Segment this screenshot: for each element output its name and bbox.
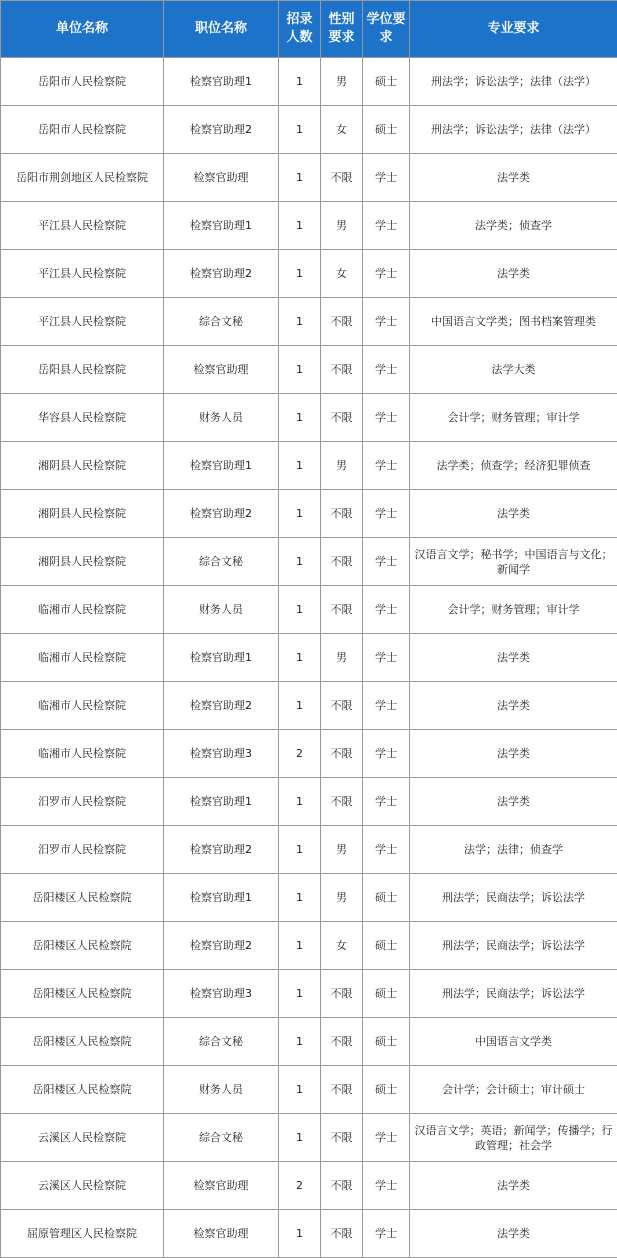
cell-major: 汉语言文学；英语；新闻学；传播学；行政管理；社会学 (410, 1114, 617, 1162)
cell-gender: 不限 (321, 586, 363, 634)
cell-unit: 云溪区人民检察院 (1, 1162, 164, 1210)
cell-major: 法学类；侦查学 (410, 202, 617, 250)
table-row (1, 586, 617, 634)
cell-gender: 不限 (321, 298, 363, 346)
cell-unit: 湘阴县人民检察院 (1, 490, 164, 538)
cell-position: 检察官助理2 (164, 682, 279, 730)
cell-major: 会计学；会计硕士；审计硕士 (410, 1066, 617, 1114)
table-row (1, 970, 617, 1018)
table-row (1, 538, 617, 586)
cell-degree: 学士 (363, 1114, 410, 1162)
cell-gender: 不限 (321, 394, 363, 442)
cell-count: 1 (279, 538, 321, 586)
table-row (1, 778, 617, 826)
cell-position: 综合文秘 (164, 1018, 279, 1066)
cell-unit: 汨罗市人民检察院 (1, 778, 164, 826)
cell-count: 1 (279, 202, 321, 250)
cell-gender: 不限 (321, 1066, 363, 1114)
cell-major: 法学类 (410, 250, 617, 298)
cell-position: 检察官助理1 (164, 634, 279, 682)
table-body (1, 58, 617, 1258)
cell-position: 检察官助理2 (164, 106, 279, 154)
cell-position: 检察官助理1 (164, 778, 279, 826)
cell-count: 1 (279, 874, 321, 922)
cell-unit: 临湘市人民检察院 (1, 730, 164, 778)
cell-degree: 学士 (363, 1210, 410, 1258)
cell-count: 1 (279, 1114, 321, 1162)
cell-count: 1 (279, 442, 321, 490)
cell-major: 法学类 (410, 490, 617, 538)
cell-count: 1 (279, 106, 321, 154)
cell-unit: 岳阳市荆剑地区人民检察院 (1, 154, 164, 202)
cell-position: 财务人员 (164, 394, 279, 442)
cell-gender: 不限 (321, 1018, 363, 1066)
cell-position: 检察官助理 (164, 1210, 279, 1258)
header-count: 招录人数 (279, 1, 321, 58)
table-row (1, 826, 617, 874)
cell-count: 1 (279, 1066, 321, 1114)
cell-count: 2 (279, 730, 321, 778)
cell-position: 检察官助理1 (164, 202, 279, 250)
cell-degree: 学士 (363, 538, 410, 586)
table-row (1, 730, 617, 778)
cell-count: 1 (279, 1210, 321, 1258)
cell-major: 汉语言文学；秘书学；中国语言与文化；新闻学 (410, 538, 617, 586)
cell-major: 刑法学；民商法学；诉讼法学 (410, 970, 617, 1018)
header-position: 职位名称 (164, 1, 279, 58)
cell-count: 1 (279, 826, 321, 874)
cell-major: 法学类；侦查学；经济犯罪侦查 (410, 442, 617, 490)
cell-unit: 岳阳楼区人民检察院 (1, 1018, 164, 1066)
cell-degree: 硕士 (363, 874, 410, 922)
table-row (1, 922, 617, 970)
cell-gender: 男 (321, 442, 363, 490)
table-header-row (1, 1, 617, 58)
cell-major: 法学大类 (410, 346, 617, 394)
table-row (1, 1210, 617, 1258)
cell-unit: 岳阳楼区人民检察院 (1, 922, 164, 970)
cell-degree: 学士 (363, 1162, 410, 1210)
cell-position: 检察官助理2 (164, 250, 279, 298)
cell-degree: 学士 (363, 298, 410, 346)
cell-position: 检察官助理 (164, 346, 279, 394)
header-degree: 学位要求 (363, 1, 410, 58)
cell-degree: 学士 (363, 778, 410, 826)
cell-major: 会计学；财务管理；审计学 (410, 586, 617, 634)
cell-position: 检察官助理1 (164, 874, 279, 922)
table-row (1, 1018, 617, 1066)
table-row (1, 394, 617, 442)
header-gender: 性别要求 (321, 1, 363, 58)
table-row (1, 250, 617, 298)
cell-gender: 不限 (321, 1162, 363, 1210)
table-row (1, 1066, 617, 1114)
cell-gender: 男 (321, 202, 363, 250)
cell-count: 1 (279, 778, 321, 826)
table-row (1, 634, 617, 682)
cell-count: 1 (279, 682, 321, 730)
cell-position: 检察官助理3 (164, 970, 279, 1018)
cell-major: 法学类 (410, 634, 617, 682)
cell-degree: 学士 (363, 154, 410, 202)
cell-position: 财务人员 (164, 586, 279, 634)
cell-count: 1 (279, 1018, 321, 1066)
cell-unit: 湘阴县人民检察院 (1, 538, 164, 586)
cell-gender: 男 (321, 826, 363, 874)
cell-degree: 学士 (363, 442, 410, 490)
cell-count: 1 (279, 970, 321, 1018)
cell-unit: 岳阳市人民检察院 (1, 106, 164, 154)
cell-gender: 不限 (321, 1210, 363, 1258)
cell-unit: 岳阳楼区人民检察院 (1, 1066, 164, 1114)
cell-gender: 不限 (321, 1114, 363, 1162)
cell-position: 检察官助理3 (164, 730, 279, 778)
cell-unit: 平江县人民检察院 (1, 298, 164, 346)
cell-degree: 学士 (363, 634, 410, 682)
cell-unit: 平江县人民检察院 (1, 250, 164, 298)
cell-count: 1 (279, 346, 321, 394)
cell-degree: 硕士 (363, 922, 410, 970)
cell-position: 综合文秘 (164, 298, 279, 346)
cell-major: 法学类 (410, 1210, 617, 1258)
cell-count: 1 (279, 634, 321, 682)
cell-gender: 不限 (321, 490, 363, 538)
cell-position: 检察官助理 (164, 154, 279, 202)
cell-unit: 岳阳楼区人民检察院 (1, 874, 164, 922)
cell-major: 法学类 (410, 154, 617, 202)
cell-position: 综合文秘 (164, 1114, 279, 1162)
cell-count: 2 (279, 1162, 321, 1210)
cell-count: 1 (279, 394, 321, 442)
cell-position: 检察官助理1 (164, 58, 279, 106)
cell-degree: 硕士 (363, 970, 410, 1018)
table-row (1, 202, 617, 250)
cell-major: 法学类 (410, 682, 617, 730)
cell-major: 刑法学；民商法学；诉讼法学 (410, 874, 617, 922)
cell-major: 法学类 (410, 730, 617, 778)
cell-degree: 学士 (363, 490, 410, 538)
cell-major: 中国语言文学类；图书档案管理类 (410, 298, 617, 346)
cell-gender: 男 (321, 58, 363, 106)
cell-unit: 临湘市人民检察院 (1, 586, 164, 634)
table-row (1, 346, 617, 394)
cell-count: 1 (279, 490, 321, 538)
cell-gender: 不限 (321, 154, 363, 202)
table-row (1, 154, 617, 202)
cell-degree: 学士 (363, 586, 410, 634)
cell-unit: 平江县人民检察院 (1, 202, 164, 250)
table-row (1, 106, 617, 154)
cell-major: 中国语言文学类 (410, 1018, 617, 1066)
cell-gender: 女 (321, 106, 363, 154)
cell-major: 法学类 (410, 1162, 617, 1210)
cell-degree: 学士 (363, 682, 410, 730)
cell-major: 法学类 (410, 778, 617, 826)
table-row (1, 1162, 617, 1210)
cell-position: 检察官助理2 (164, 490, 279, 538)
cell-position: 综合文秘 (164, 538, 279, 586)
cell-unit: 云溪区人民检察院 (1, 1114, 164, 1162)
cell-major: 刑法学；诉讼法学；法律（法学） (410, 106, 617, 154)
cell-degree: 硕士 (363, 58, 410, 106)
cell-count: 1 (279, 154, 321, 202)
cell-unit: 岳阳市人民检察院 (1, 58, 164, 106)
cell-count: 1 (279, 922, 321, 970)
cell-major: 法学；法律；侦查学 (410, 826, 617, 874)
table-row (1, 1114, 617, 1162)
cell-major: 刑法学；民商法学；诉讼法学 (410, 922, 617, 970)
cell-unit: 华容县人民检察院 (1, 394, 164, 442)
cell-gender: 女 (321, 922, 363, 970)
cell-unit: 临湘市人民检察院 (1, 682, 164, 730)
cell-position: 财务人员 (164, 1066, 279, 1114)
table-row (1, 442, 617, 490)
cell-degree: 硕士 (363, 106, 410, 154)
cell-gender: 不限 (321, 538, 363, 586)
cell-count: 1 (279, 250, 321, 298)
cell-degree: 学士 (363, 250, 410, 298)
cell-position: 检察官助理2 (164, 826, 279, 874)
table-row (1, 490, 617, 538)
cell-major: 会计学；财务管理；审计学 (410, 394, 617, 442)
table-row (1, 874, 617, 922)
header-unit: 单位名称 (1, 1, 164, 58)
cell-gender: 不限 (321, 346, 363, 394)
cell-degree: 硕士 (363, 1066, 410, 1114)
cell-unit: 临湘市人民检察院 (1, 634, 164, 682)
cell-degree: 学士 (363, 394, 410, 442)
cell-gender: 不限 (321, 778, 363, 826)
cell-position: 检察官助理 (164, 1162, 279, 1210)
cell-degree: 学士 (363, 730, 410, 778)
cell-position: 检察官助理2 (164, 922, 279, 970)
cell-unit: 屈原管理区人民检察院 (1, 1210, 164, 1258)
cell-degree: 学士 (363, 346, 410, 394)
cell-degree: 学士 (363, 826, 410, 874)
cell-gender: 不限 (321, 730, 363, 778)
table-row (1, 298, 617, 346)
cell-degree: 学士 (363, 202, 410, 250)
cell-gender: 男 (321, 874, 363, 922)
cell-count: 1 (279, 586, 321, 634)
cell-unit: 岳阳县人民检察院 (1, 346, 164, 394)
table-row (1, 58, 617, 106)
cell-count: 1 (279, 298, 321, 346)
header-major: 专业要求 (410, 1, 617, 58)
cell-unit: 汨罗市人民检察院 (1, 826, 164, 874)
cell-unit: 岳阳楼区人民检察院 (1, 970, 164, 1018)
cell-gender: 女 (321, 250, 363, 298)
cell-unit: 湘阴县人民检察院 (1, 442, 164, 490)
table-row (1, 682, 617, 730)
cell-degree: 硕士 (363, 1018, 410, 1066)
cell-gender: 男 (321, 634, 363, 682)
cell-gender: 不限 (321, 970, 363, 1018)
cell-count: 1 (279, 58, 321, 106)
cell-gender: 不限 (321, 682, 363, 730)
cell-position: 检察官助理1 (164, 442, 279, 490)
cell-major: 刑法学；诉讼法学；法律（法学） (410, 58, 617, 106)
